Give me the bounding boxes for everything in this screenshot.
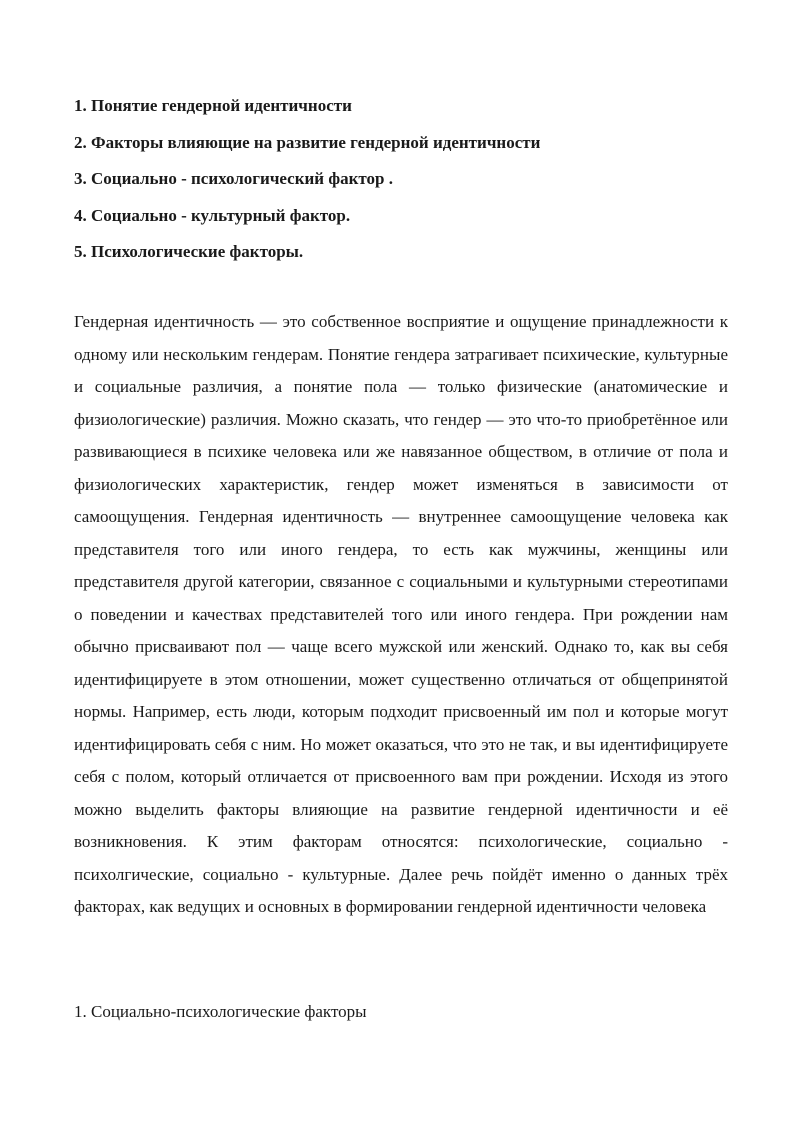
toc-item: 4. Социально - культурный фактор. <box>74 205 351 225</box>
section-heading: 1. Социально-психологические факторы <box>74 1002 367 1021</box>
toc-item: 2. Факторы влияющие на развитие гендерной идентичности <box>74 132 541 152</box>
body-paragraph: Гендерная идентичность — это собственное восприятие и ощущение принадлежности к одному или нескольким гендерам. Понятие гендера затрагивает психические, культурные и социальные различия, а понятие пола — только физические (анатомические и физиологические) различия. Можно сказать, что гендер — это что-то приобретённое или развивающиеся в психике человека или же навязанное обществом, в отличие от пола и физиологических характеристик, гендер может изменяться в зависимости от самоощущения. Гендерная идентичность — внутреннее самоощущение человека как представителя того или иного гендера, то есть как мужчины, женщины или представителя другой категории, связанное с социальными и культурными стереотипами о поведении и качествах представителей того или иного гендера. При рождении нам обычно присваивают пол — чаще всего мужской или женский. Однако то, как вы себя идентифицируете в этом отношении, может существенно отличаться от общепринятой нормы. Например, есть люди, которым подходит присвоенный им пол и которые могут идентифицировать себя с ним. Но может оказаться, что это не так, и вы идентифицируете себя с полом, который отличается от присвоенного вам при рождении. Исходя из этого можно выделить факторы влияющие на развитие гендерной идентичности и её возникновения. К этим факторам относятся: психологические, социально - психолгические, социально - культурные. Далее речь пойдёт именно о данных трёх факторах, как ведущих и основных в формировании гендерной идентичности человека <box>74 312 728 916</box>
table-of-contents <box>74 94 734 277</box>
toc-item: 5. Психологические факторы. <box>74 242 304 261</box>
toc-item: 1. Понятие гендерной идентичности <box>74 96 352 115</box>
toc-item: 3. Социально - психологический фактор . <box>74 169 393 188</box>
